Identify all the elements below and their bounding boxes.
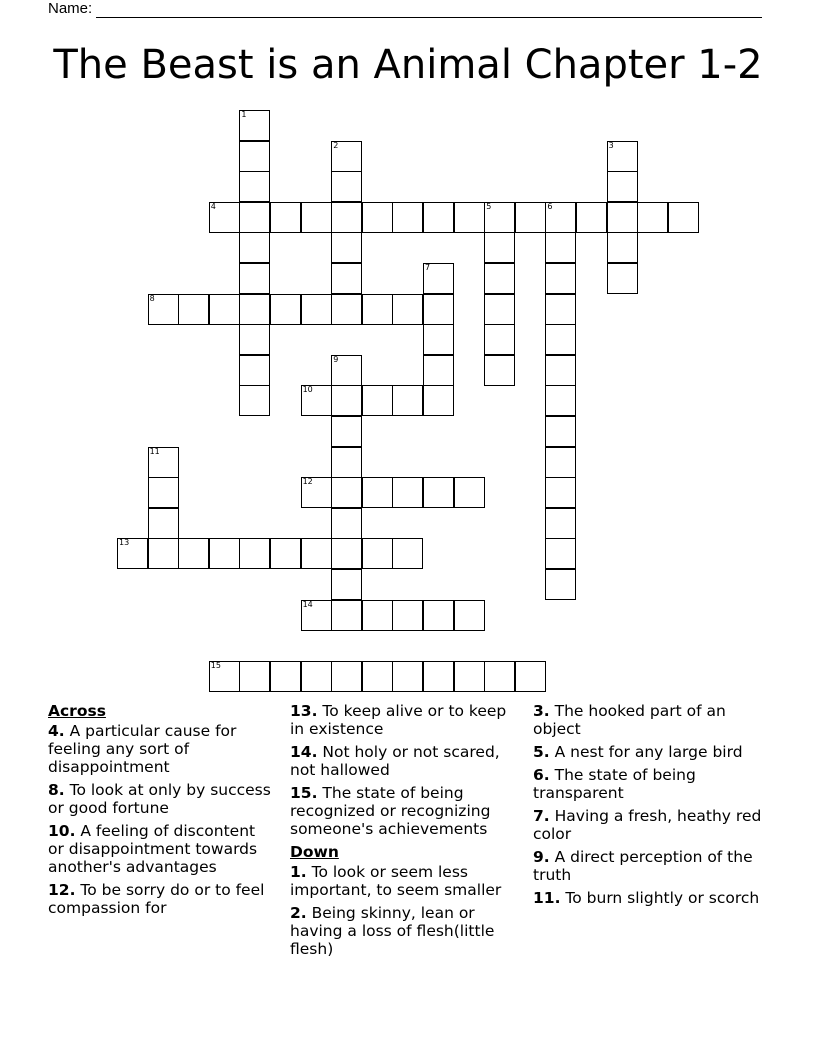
grid-cell[interactable] <box>239 324 270 355</box>
grid-cell[interactable] <box>392 385 423 416</box>
grid-cell[interactable] <box>331 569 362 600</box>
grid-cell[interactable] <box>423 263 454 294</box>
page-title: The Beast is an Animal Chapter 1-2 <box>53 42 763 88</box>
grid-cell[interactable] <box>545 263 576 294</box>
grid-cell[interactable] <box>362 538 393 569</box>
clue-across-14: 14. Not holy or not scared, not hallowed <box>290 743 500 779</box>
grid-cell[interactable] <box>331 355 362 386</box>
grid-cell[interactable] <box>423 324 454 355</box>
grid-cell[interactable] <box>239 232 270 263</box>
grid-cell[interactable] <box>239 538 270 569</box>
clue-number: 15 <box>210 660 221 670</box>
grid-cell[interactable] <box>454 600 485 631</box>
grid-cell[interactable] <box>362 477 393 508</box>
grid-cell[interactable] <box>545 232 576 263</box>
grid-cell[interactable] <box>148 538 179 569</box>
grid-cell[interactable] <box>484 263 515 294</box>
clue-across-15: 15. The state of being recognized or recognizing someone's achievements <box>290 784 491 838</box>
clues-column-2 <box>290 702 520 963</box>
grid-cell[interactable] <box>209 294 240 325</box>
grid-cell[interactable] <box>362 600 393 631</box>
clue-number: 5 <box>486 201 492 211</box>
grid-cell[interactable] <box>239 202 270 233</box>
clue-across-12: 12. To be sorry do or to feel compassion for <box>48 881 265 917</box>
grid-cell[interactable] <box>239 294 270 325</box>
grid-cell[interactable] <box>331 508 362 539</box>
name-label: Name: <box>48 0 93 17</box>
grid-cell[interactable] <box>270 294 301 325</box>
grid-cell[interactable] <box>545 355 576 386</box>
clue-number: 10 <box>302 385 313 395</box>
grid-cell[interactable] <box>331 477 362 508</box>
grid-cell[interactable] <box>454 661 485 692</box>
grid-cell[interactable] <box>148 477 179 508</box>
clue-number: 11 <box>149 446 160 456</box>
grid-cell[interactable] <box>239 141 270 172</box>
clue-number: 14 <box>302 599 313 609</box>
grid-cell[interactable] <box>148 447 179 478</box>
clue-down-2: 2. Being skinny, lean or having a loss of flesh(little flesh) <box>290 904 495 958</box>
grid-cell[interactable] <box>423 477 454 508</box>
grid-cell[interactable] <box>117 538 148 569</box>
grid-cell[interactable] <box>668 202 699 233</box>
grid-cell[interactable] <box>545 569 576 600</box>
grid-cell[interactable] <box>545 538 576 569</box>
clues-column-1 <box>48 702 273 922</box>
grid-cell[interactable] <box>331 447 362 478</box>
grid-cell[interactable] <box>148 294 179 325</box>
grid-cell[interactable] <box>239 385 270 416</box>
clue-across-10: 10. A feeling of discontent or disappointment towards another's advantages <box>48 822 258 876</box>
clue-number: 6 <box>547 201 553 211</box>
grid-cell[interactable] <box>148 508 179 539</box>
grid-cell[interactable] <box>209 538 240 569</box>
grid-cell[interactable] <box>607 232 638 263</box>
grid-cell[interactable] <box>637 202 668 233</box>
grid-cell[interactable] <box>576 202 607 233</box>
grid-cell[interactable] <box>301 538 332 569</box>
grid-cell[interactable] <box>362 385 393 416</box>
clue-number: 4 <box>210 201 216 211</box>
grid-cell[interactable] <box>454 202 485 233</box>
name-line <box>48 0 762 18</box>
grid-cell[interactable] <box>545 508 576 539</box>
clue-across-13: 13. To keep alive or to keep in existence <box>290 702 507 738</box>
grid-cell[interactable] <box>239 110 270 141</box>
grid-cell[interactable] <box>423 661 454 692</box>
clue-number: 1 <box>241 110 247 119</box>
clue-down-9: 9. A direct perception of the truth <box>533 848 753 884</box>
grid-cell[interactable] <box>545 416 576 447</box>
grid-cell[interactable] <box>362 661 393 692</box>
clue-across-8: 8. To look at only by success or good fortune <box>48 781 271 817</box>
grid-cell[interactable] <box>331 232 362 263</box>
grid-cell[interactable] <box>484 324 515 355</box>
clue-down-6: 6. The state of being transparent <box>533 766 696 802</box>
grid-cell[interactable] <box>545 477 576 508</box>
down-heading: Down <box>290 843 339 861</box>
clue-number: 8 <box>149 293 155 303</box>
grid-cell[interactable] <box>178 538 209 569</box>
name-blank[interactable] <box>96 5 762 18</box>
grid-cell[interactable] <box>331 141 362 172</box>
grid-cell[interactable] <box>239 661 270 692</box>
grid-cell[interactable] <box>423 600 454 631</box>
across-heading: Across <box>48 702 106 720</box>
grid-cell[interactable] <box>331 385 362 416</box>
clue-down-3: 3. The hooked part of an object <box>533 702 726 738</box>
grid-cell[interactable] <box>423 202 454 233</box>
grid-cell[interactable] <box>607 263 638 294</box>
clue-number: 13 <box>119 538 130 548</box>
grid-cell[interactable] <box>545 324 576 355</box>
grid-cell[interactable] <box>484 232 515 263</box>
clue-number: 2 <box>333 140 339 150</box>
grid-cell[interactable] <box>301 202 332 233</box>
grid-cell[interactable] <box>239 263 270 294</box>
grid-cell[interactable] <box>362 294 393 325</box>
clue-number: 12 <box>302 477 313 487</box>
grid-cell[interactable] <box>331 263 362 294</box>
grid-cell[interactable] <box>301 385 332 416</box>
grid-cell[interactable] <box>423 294 454 325</box>
grid-cell[interactable] <box>392 661 423 692</box>
grid-cell[interactable] <box>331 294 362 325</box>
grid-cell[interactable] <box>484 294 515 325</box>
clue-down-1: 1. To look or seem less important, to seem smaller <box>290 863 502 899</box>
grid-cell[interactable] <box>239 171 270 202</box>
grid-cell[interactable] <box>209 202 240 233</box>
grid-cell[interactable] <box>423 385 454 416</box>
clue-across-4: 4. A particular cause for feeling any sort of disappointment <box>48 722 237 776</box>
grid-cell[interactable] <box>545 202 576 233</box>
grid-cell[interactable] <box>178 294 209 325</box>
clue-number: 9 <box>333 354 339 364</box>
grid-cell[interactable] <box>607 171 638 202</box>
grid-cell[interactable] <box>484 355 515 386</box>
grid-cell[interactable] <box>362 202 393 233</box>
grid-cell[interactable] <box>545 385 576 416</box>
grid-cell[interactable] <box>545 294 576 325</box>
grid-cell[interactable] <box>392 477 423 508</box>
grid-cell[interactable] <box>454 477 485 508</box>
grid-cell[interactable] <box>423 355 454 386</box>
grid-cell[interactable] <box>331 538 362 569</box>
grid-cell[interactable] <box>392 294 423 325</box>
grid-cell[interactable] <box>515 661 546 692</box>
grid-cell[interactable] <box>515 202 546 233</box>
grid-cell[interactable] <box>331 661 362 692</box>
grid-cell[interactable] <box>270 202 301 233</box>
grid-cell[interactable] <box>301 600 332 631</box>
grid-cell[interactable] <box>331 202 362 233</box>
grid-cell[interactable] <box>301 294 332 325</box>
grid-cell[interactable] <box>392 538 423 569</box>
grid-cell[interactable] <box>484 202 515 233</box>
grid-cell[interactable] <box>239 355 270 386</box>
grid-cell[interactable] <box>270 538 301 569</box>
clues-column-3 <box>533 702 763 912</box>
grid-cell[interactable] <box>301 477 332 508</box>
grid-cell[interactable] <box>209 661 240 692</box>
grid-cell[interactable] <box>392 202 423 233</box>
clue-number: 7 <box>425 263 431 272</box>
grid-cell[interactable] <box>270 661 301 692</box>
grid-cell[interactable] <box>545 447 576 478</box>
grid-cell[interactable] <box>607 202 638 233</box>
grid-cell[interactable] <box>484 661 515 692</box>
grid-cell[interactable] <box>392 600 423 631</box>
grid-cell[interactable] <box>331 171 362 202</box>
clue-down-5: 5. A nest for any large bird <box>533 743 743 761</box>
grid-cell[interactable] <box>607 141 638 172</box>
grid-cell[interactable] <box>301 661 332 692</box>
clue-down-7: 7. Having a fresh, heathy red color <box>533 807 762 843</box>
grid-cell[interactable] <box>331 600 362 631</box>
clue-number: 3 <box>608 140 614 150</box>
clue-down-11: 11. To burn slightly or scorch <box>533 889 760 907</box>
grid-cell[interactable] <box>331 416 362 447</box>
